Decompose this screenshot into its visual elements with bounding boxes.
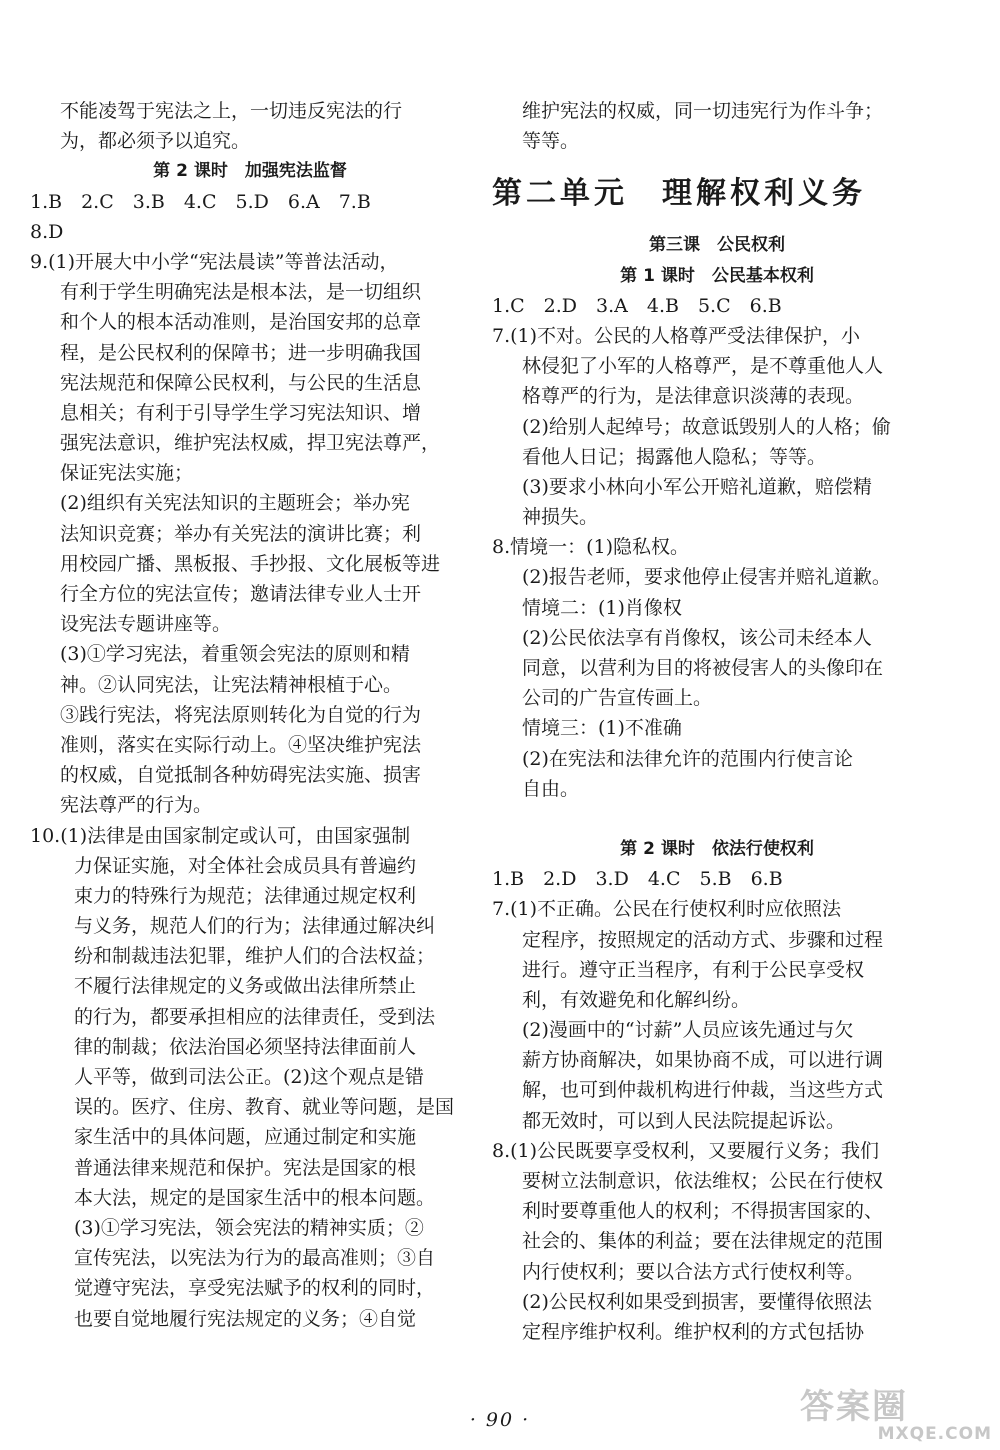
text-line: 薪方协商解决，如果协商不成，可以进行调 bbox=[522, 1049, 884, 1072]
text-line: 纷和制裁违法犯罪，维护人们的合法权益； bbox=[74, 945, 436, 968]
text-line: 的行为，都要承担相应的法律责任，受到法 bbox=[74, 1005, 436, 1028]
text-line: 束力的特殊行为规范；法律通过规定权利 bbox=[74, 884, 417, 907]
text-line: 10.(1)法律是由国家制定或认可，由国家强制 bbox=[30, 824, 411, 847]
text-line: 为，都必须予以追究。 bbox=[60, 130, 251, 153]
unit-title bbox=[492, 164, 942, 224]
text-line: 要树立法制意识，依法维权；公民在行使权 bbox=[522, 1170, 884, 1192]
text-line: (2)漫画中的“讨薪”人员应该先通过与欠 bbox=[522, 1019, 854, 1042]
text-line: (3)①学习宪法，着重领会宪法的原则和精 bbox=[60, 643, 410, 666]
text-line: 内行使权利；要以合法方式行使权利等。 bbox=[522, 1260, 865, 1283]
text-line: 用校园广播、黑板报、手抄报、文化展板等进 bbox=[60, 552, 441, 575]
text-line: 宪法尊严的行为。 bbox=[60, 794, 213, 817]
text-line: 等等。 bbox=[522, 130, 580, 153]
text-line: 普通法律来规范和保护。宪法是国家的根 bbox=[74, 1156, 417, 1179]
text-line: 准则，落实在实际行动上。④坚决维护宪法 bbox=[60, 733, 422, 756]
text-line: 1.B 2.C 3.B 4.C 5.D 6.A 7.B bbox=[30, 190, 371, 213]
page-number: · 90 · bbox=[469, 1409, 531, 1431]
text-line: (3)①学习宪法，领会宪法的精神实质；② bbox=[74, 1216, 424, 1239]
text-line: 也要自觉地履行宪法规定的义务；④自觉 bbox=[74, 1307, 417, 1330]
text-line: 与义务，规范人们的行为；法律通过解决纠 bbox=[74, 915, 436, 938]
text-line: 不履行法律规定的义务或做出法律所禁止 bbox=[74, 975, 417, 998]
text-line: 林侵犯了小军的人格尊严，是不尊重他人人 bbox=[522, 355, 884, 378]
text-line: ③践行宪法，将宪法原则转化为自觉的行为 bbox=[60, 703, 422, 726]
text-line: 解，也可到仲裁机构进行仲裁，当这些方式 bbox=[522, 1079, 884, 1102]
section-heading: 第 1 课时 公民基本权利 bbox=[620, 265, 814, 286]
text-line: (2)公民权利如果受到损害，要懂得依照法 bbox=[522, 1290, 872, 1313]
text-line: 和个人的根本活动准则，是治国安邦的总章 bbox=[60, 311, 422, 334]
text-line: 定程序，按照规定的活动方式、步骤和过程 bbox=[522, 928, 884, 951]
text-line: 息相关；有利于引导学生学习宪法知识、增 bbox=[60, 401, 422, 424]
text-line: 7.(1)不对。公民的人格尊严受法律保护，小 bbox=[492, 324, 861, 347]
text-line: (2)组织有关宪法知识的主题班会；举办宪 bbox=[60, 492, 410, 515]
text-line: 神损失。 bbox=[522, 506, 599, 529]
watermark-logo bbox=[800, 1387, 992, 1446]
text-line: 情境二：(1)肖像权 bbox=[522, 596, 682, 619]
watermark-cn: 答案圈 bbox=[800, 1387, 908, 1427]
text-line: 8.情境一：(1)隐私权。 bbox=[492, 536, 690, 559]
section-heading: 第 2 课时 加强宪法监督 bbox=[153, 161, 347, 182]
text-line: 强宪法意识，维护宪法权威，捍卫宪法尊严， bbox=[60, 432, 441, 455]
text-line: 看他人日记；揭露他人隐私；等等。 bbox=[522, 445, 827, 468]
text-line: 都无效时，可以到人民法院提起诉讼。 bbox=[522, 1109, 846, 1132]
spacer bbox=[492, 804, 942, 834]
text-line: 宣传宪法，以宪法为行为的最高准则；③自 bbox=[74, 1247, 436, 1270]
text-line: 法知识竞赛；举办有关宪法的演讲比赛；利 bbox=[60, 522, 422, 545]
text-line: 不能凌驾于宪法之上，一切违反宪法的行 bbox=[60, 100, 403, 122]
text-line: (2)给别人起绰号；故意诋毁别人的人格；偷 bbox=[522, 415, 891, 438]
text-line: 利时要尊重他人的权利；不得损害国家的、 bbox=[522, 1200, 884, 1223]
text-line: (2)在宪法和法律允许的范围内行使言论 bbox=[522, 747, 853, 770]
section-heading: 第三课 公民权利 bbox=[649, 235, 785, 256]
text-line: 9.(1)开展大中小学“宪法晨读”等普法活动， bbox=[30, 250, 399, 273]
text-line: 社会的、集体的利益；要在法律规定的范围 bbox=[522, 1230, 884, 1253]
text-line: 律的制裁；依法治国必须坚持法律面前人 bbox=[74, 1035, 417, 1058]
text-line: 本大法，规定的是国家生活中的根本问题。 bbox=[74, 1186, 436, 1209]
text-line: 定程序维护权利。维护权利的方式包括协 bbox=[522, 1320, 865, 1343]
text-line: (3)要求小林向小军公开赔礼道歉，赔偿精 bbox=[522, 475, 872, 498]
text-line: 程，是公民权利的保障书；进一步明确我国 bbox=[60, 341, 422, 364]
text-line: 8.D bbox=[30, 220, 64, 243]
text-line: 公司的广告宣传画上。 bbox=[522, 687, 713, 710]
text-line: 1.B 2.D 3.D 4.C 5.B 6.B bbox=[492, 868, 783, 891]
text-line: 宪法规范和保障公民权利，与公民的生活息 bbox=[60, 371, 422, 394]
left-column bbox=[30, 96, 470, 1334]
section-heading: 第 2 课时 依法行使权利 bbox=[620, 838, 814, 859]
text-line: 设宪法专题讲座等。 bbox=[60, 613, 232, 636]
text-line: 情境三：(1)不准确 bbox=[522, 717, 682, 740]
text-line: 1.C 2.D 3.A 4.B 5.C 6.B bbox=[492, 294, 782, 317]
watermark-en: MXQE.COM bbox=[877, 1424, 992, 1444]
text-line: 神。②认同宪法，让宪法精神根植于心。 bbox=[60, 673, 403, 696]
text-line: 家生活中的具体问题，应通过制定和实施 bbox=[74, 1126, 417, 1149]
text-line: 自由。 bbox=[522, 777, 580, 800]
text-line: 力保证实施，对全体社会成员具有普遍约 bbox=[74, 854, 417, 877]
text-line: 误的。医疗、住房、教育、就业等问题，是国 bbox=[74, 1096, 455, 1119]
text-line: 利，有效避免和化解纠纷。 bbox=[522, 988, 751, 1011]
unit-title-part1: 第二单元 bbox=[492, 176, 628, 212]
text-line: 维护宪法的权威，同一切违宪行为作斗争； bbox=[522, 100, 884, 122]
text-line: 的权威，自觉抵制各种妨碍宪法实施、损害 bbox=[60, 764, 422, 787]
text-line: 觉遵守宪法，享受宪法赋予的权利的同时， bbox=[74, 1277, 436, 1300]
text-line: 8.(1)公民既要享受权利，又要履行义务；我们 bbox=[492, 1139, 880, 1162]
text-line: 有利于学生明确宪法是根本法，是一切组织 bbox=[60, 281, 422, 304]
text-line: 7.(1)不正确。公民在行使权利时应依照法 bbox=[492, 898, 842, 921]
text-line: 进行。遵守正当程序，有利于公民享受权 bbox=[522, 958, 865, 981]
text-line: 同意，以营利为目的将被侵害人的头像印在 bbox=[522, 657, 884, 679]
text-line: 保证宪法实施； bbox=[60, 462, 194, 485]
text-line: (2)报告老师，要求他停止侵害并赔礼道歉。 bbox=[522, 566, 891, 589]
text-line: (2)公民依法享有肖像权，该公司未经本人 bbox=[522, 626, 872, 649]
text-line: 行全方位的宪法宣传；邀请法律专业人士开 bbox=[60, 583, 422, 605]
right-column bbox=[492, 96, 942, 1347]
unit-title-part2: 理解权利义务 bbox=[662, 176, 866, 212]
text-line: 人平等，做到司法公正。(2)这个观点是错 bbox=[74, 1066, 424, 1088]
text-line: 格尊严的行为，是法律意识淡薄的表现。 bbox=[522, 385, 865, 408]
